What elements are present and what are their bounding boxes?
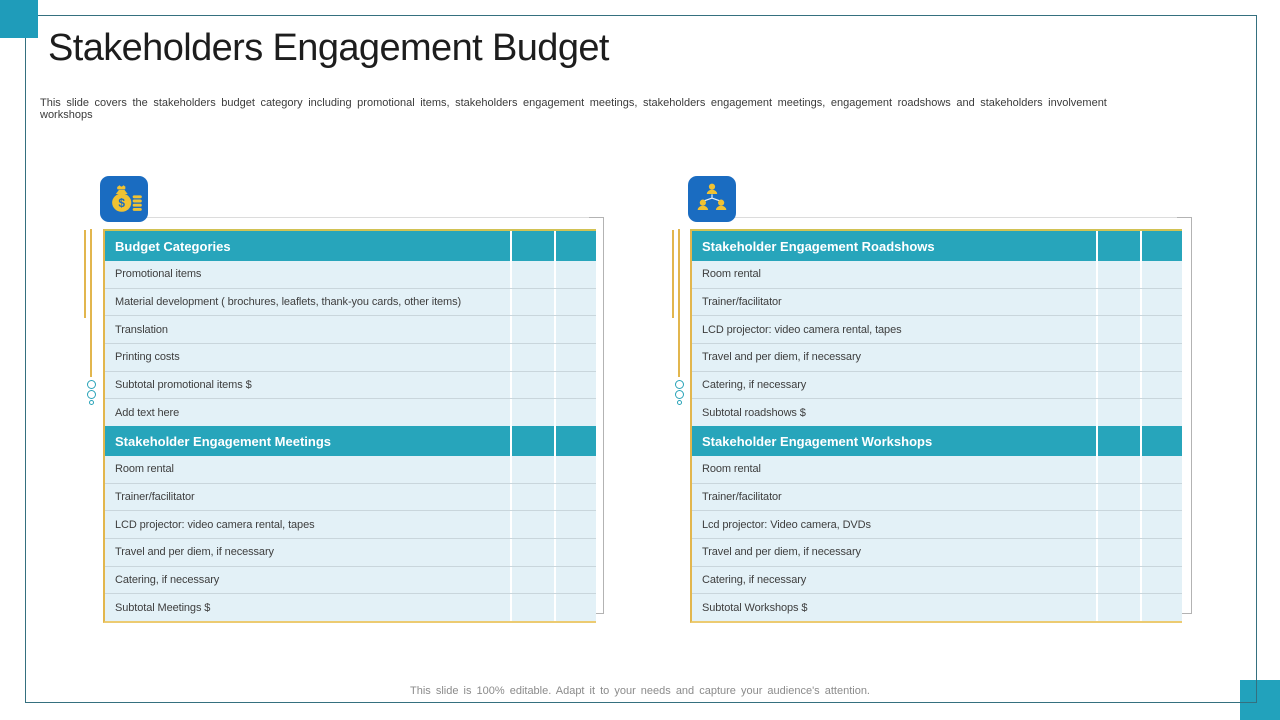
row-label: Travel and per diem, if necessary [115, 546, 274, 559]
row-label: Trainer/facilitator [702, 491, 782, 504]
value-cell [510, 539, 554, 566]
table-header-row [692, 231, 1182, 261]
table-header-label: Stakeholder Engagement Meetings [115, 433, 331, 449]
value-cell [1096, 594, 1140, 621]
row-label: Promotional items [115, 268, 202, 281]
left-bracket-top-tick [589, 217, 603, 218]
value-cell [1140, 594, 1182, 621]
row-label: Catering, if necessary [702, 379, 807, 392]
row-label: LCD projector: video camera rental, tapes [115, 518, 315, 531]
row-label: LCD projector: video camera rental, tapes [702, 323, 902, 336]
row-label: Travel and per diem, if necessary [702, 546, 861, 559]
table-row [692, 344, 1182, 372]
value-cell [510, 456, 554, 483]
right-bracket-top-tick [1177, 217, 1191, 218]
value-cell [1096, 289, 1140, 316]
row-label: Subtotal promotional items $ [115, 379, 252, 392]
left-accent-circle-3 [89, 400, 94, 405]
value-column-2 [554, 231, 596, 261]
org-chart-icon [688, 176, 736, 222]
left-accent-circle-2 [87, 390, 96, 399]
row-label: Travel and per diem, if necessary [702, 351, 861, 364]
value-cell [1140, 399, 1182, 426]
table-row [105, 484, 596, 512]
table-row [692, 594, 1182, 621]
value-cell [1096, 456, 1140, 483]
value-cell [1096, 261, 1140, 288]
table-row [692, 511, 1182, 539]
row-label: Room rental [702, 268, 761, 281]
table-row [692, 567, 1182, 595]
value-cell [554, 539, 596, 566]
table-row [105, 594, 596, 621]
row-label: Add text here [115, 406, 180, 419]
value-cell [1140, 456, 1182, 483]
table-header-label: Stakeholder Engagement Roadshows [702, 238, 935, 254]
table-header-label: Budget Categories [115, 238, 231, 254]
value-column-1 [510, 426, 554, 456]
table-row [105, 316, 596, 344]
row-label: Trainer/facilitator [702, 296, 782, 308]
value-column-2 [554, 426, 596, 456]
table-row [105, 456, 596, 484]
table-row [692, 456, 1182, 484]
value-cell [1096, 372, 1140, 399]
value-column-1 [510, 231, 554, 261]
left-bracket [603, 217, 604, 614]
table-row [105, 539, 596, 567]
corner-accent-bottom-right [1240, 680, 1280, 720]
value-cell [554, 289, 596, 316]
value-cell [1140, 316, 1182, 343]
row-label: Subtotal Meetings $ [115, 601, 211, 614]
value-cell [1140, 261, 1182, 288]
value-cell [510, 567, 554, 594]
table-row [692, 484, 1182, 512]
left-accent-line-outer [84, 230, 86, 318]
table-row [692, 539, 1182, 567]
row-label: Catering, if necessary [702, 574, 807, 587]
value-cell [510, 399, 554, 426]
row-label: Room rental [702, 463, 761, 476]
value-cell [554, 372, 596, 399]
table-row [105, 372, 596, 400]
table-row [105, 511, 596, 539]
row-label: Room rental [115, 463, 174, 476]
table-header-row [692, 426, 1182, 456]
value-column-1 [1096, 231, 1140, 261]
value-cell [554, 484, 596, 511]
value-cell [1096, 567, 1140, 594]
page-subtitle: This slide covers the stakeholders budget category including promotional items, stakeholders engagement meetings, stakeholders engagement meetings, engagement roadshows and stakeholders involvement workshops [40, 97, 1107, 121]
value-cell [510, 289, 554, 316]
value-cell [510, 261, 554, 288]
svg-text:$: $ [118, 195, 126, 210]
value-cell [554, 511, 596, 538]
table-header-row [105, 231, 596, 261]
left-accent-line-inner [90, 229, 92, 377]
table-row [692, 399, 1182, 426]
value-column-2 [1140, 426, 1182, 456]
table-row [692, 289, 1182, 317]
table-header-label: Stakeholder Engagement Workshops [702, 433, 933, 449]
right-bracket [1191, 217, 1192, 614]
table-row [105, 344, 596, 372]
value-cell [510, 594, 554, 621]
value-cell [510, 316, 554, 343]
value-cell [554, 567, 596, 594]
row-label: Translation [115, 323, 168, 336]
budget-categories-table [103, 229, 596, 623]
money-bag-icon [100, 176, 148, 222]
row-label: Subtotal roadshows $ [702, 406, 806, 419]
right-connector-line [714, 217, 1191, 218]
engagement-table [690, 229, 1182, 623]
table-row [105, 567, 596, 595]
value-cell [1140, 511, 1182, 538]
value-cell [554, 316, 596, 343]
value-cell [1096, 399, 1140, 426]
table-row [105, 399, 596, 426]
right-accent-line-inner [678, 229, 680, 377]
value-cell [1140, 484, 1182, 511]
left-connector-line [126, 217, 603, 218]
value-cell [510, 511, 554, 538]
right-accent-line-outer [672, 230, 674, 318]
row-label: Subtotal Workshops $ [702, 601, 808, 614]
value-column-2 [1140, 231, 1182, 261]
value-cell [554, 456, 596, 483]
org-chart-icon-glyph [690, 178, 734, 220]
value-cell [1096, 484, 1140, 511]
right-accent-circle-3 [677, 400, 682, 405]
row-label: Catering, if necessary [115, 574, 220, 587]
right-accent-circle-2 [675, 390, 684, 399]
table-row [105, 289, 596, 317]
value-cell [1140, 289, 1182, 316]
row-label: Printing costs [115, 351, 180, 364]
money-bag-icon-glyph [102, 178, 146, 220]
table-header-row [105, 426, 596, 456]
value-cell [554, 344, 596, 371]
value-column-1 [1096, 426, 1140, 456]
value-cell [510, 372, 554, 399]
value-cell [510, 484, 554, 511]
value-cell [1140, 567, 1182, 594]
value-cell [1140, 344, 1182, 371]
left-accent-circle-1 [87, 380, 96, 389]
row-label: Material development ( brochures, leaflets, thank-you cards, other items) [115, 296, 462, 308]
footer-note: This slide is 100% editable. Adapt it to your needs and capture your audience's attention. [410, 685, 870, 697]
corner-accent-top-left [0, 0, 38, 38]
value-cell [554, 261, 596, 288]
value-cell [554, 594, 596, 621]
value-cell [1140, 539, 1182, 566]
right-accent-circle-1 [675, 380, 684, 389]
value-cell [554, 399, 596, 426]
table-row [105, 261, 596, 289]
value-cell [1096, 511, 1140, 538]
value-cell [1096, 316, 1140, 343]
row-label: Lcd projector: Video camera, DVDs [702, 518, 871, 531]
value-cell [1140, 372, 1182, 399]
table-row [692, 372, 1182, 400]
value-cell [1096, 539, 1140, 566]
table-row [692, 261, 1182, 289]
value-cell [1096, 344, 1140, 371]
row-label: Trainer/facilitator [115, 491, 195, 504]
page-title: Stakeholders Engagement Budget [48, 27, 609, 69]
value-cell [510, 344, 554, 371]
table-row [692, 316, 1182, 344]
